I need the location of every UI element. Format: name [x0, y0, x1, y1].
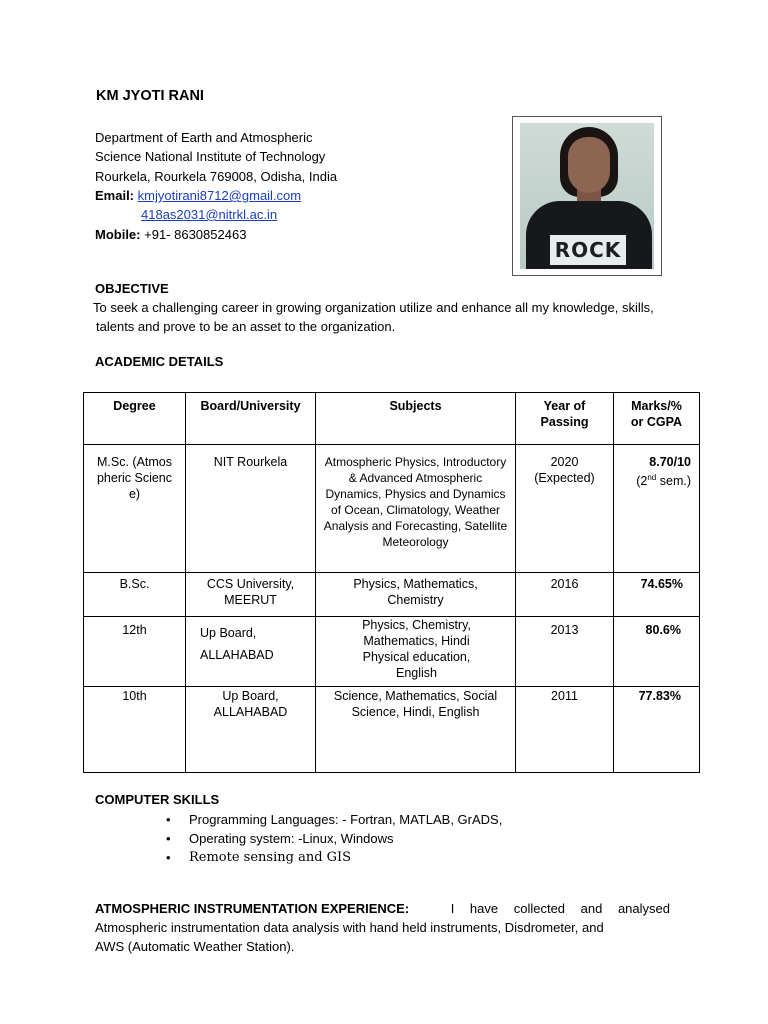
bullet-icon: •	[166, 812, 171, 827]
col-header-marks: Marks/% or CGPA	[630, 399, 683, 429]
cell-year: 2011	[551, 689, 578, 703]
instrumentation-heading: ATMOSPHERIC INSTRUMENTATION EXPERIENCE:	[95, 901, 410, 916]
academic-heading: ACADEMIC DETAILS	[95, 354, 224, 369]
address-line-3: Rourkela, Rourkela 769008, Odisha, India	[95, 169, 338, 184]
academic-table	[83, 392, 700, 773]
photo-shirt-print: ROCK	[550, 235, 626, 265]
col-header-degree: Degree	[113, 399, 156, 413]
cell-board: CCS University, MEERUT	[206, 577, 295, 607]
cell-marks: 77.83%	[638, 689, 681, 703]
objective-line-2: talents and prove to be an asset to the organization.	[96, 319, 396, 334]
address-line-2: Science National Institute of Technology	[95, 149, 326, 164]
email-link-gmail[interactable]: kmjyotirani8712@gmail.com	[137, 188, 302, 203]
cell-degree: 12th	[122, 623, 147, 637]
cell-marks: 74.65%	[640, 577, 683, 591]
profile-photo	[512, 116, 662, 276]
cell-marks-value: 8.70/10	[649, 455, 691, 469]
email-row-2	[141, 205, 277, 224]
col-header-board: Board/University	[200, 399, 301, 413]
cell-subjects: Atmospheric Physics, Introductory & Advanced Atmospheric Dynamics, Physics and Dynamics of Ocean, Climatology, Weather Analysis and Forecasting, Satellite Meteorology	[323, 455, 508, 549]
instrumentation-line-1	[95, 899, 670, 918]
instrumentation-text-start: I have collected and analysed	[450, 901, 670, 916]
cell-subjects: Physics, Chemistry, Mathematics, Hindi Physical education, English	[362, 618, 471, 680]
mobile-label: Mobile:	[95, 227, 141, 242]
col-header-year: Year of Passing	[540, 399, 589, 429]
cell-degree: M.Sc. (Atmospheric Science)	[96, 455, 173, 501]
cell-year: 2013	[550, 623, 579, 637]
bullet-icon: •	[166, 850, 171, 865]
objective-line-1: To seek a challenging career in growing organization utilize and enhance all my knowledge, skills,	[93, 300, 654, 315]
candidate-name: KM JYOTI RANI	[96, 88, 204, 104]
mobile-number: +91- 8630852463	[144, 227, 247, 242]
address-line-1: Department of Earth and Atmospheric	[95, 130, 313, 145]
email-label: Email:	[95, 188, 135, 203]
table-header-row	[84, 393, 700, 445]
cell-marks	[614, 445, 699, 489]
cell-degree: B.Sc.	[119, 577, 150, 591]
col-header-subjects: Subjects	[389, 399, 442, 413]
table-row	[84, 617, 700, 687]
photo-face	[568, 137, 610, 193]
table-row	[84, 687, 700, 773]
instrumentation-line-3: AWS (Automatic Weather Station).	[95, 939, 295, 954]
table-row	[84, 445, 700, 573]
cell-marks-note: (2nd sem.)	[636, 473, 691, 489]
profile-photo-image	[520, 123, 654, 269]
cell-year: 2020 (Expected)	[534, 455, 595, 485]
email-link-nitrkl[interactable]: 418as2031@nitrkl.ac.in	[141, 207, 278, 222]
email-row	[95, 186, 301, 205]
instrumentation-line-2: Atmospheric instrumentation data analysis with hand held instruments, Disdrometer, and	[95, 920, 604, 935]
mobile-row	[95, 225, 246, 244]
cell-marks: 80.6%	[645, 623, 681, 637]
computer-skills-heading: COMPUTER SKILLS	[95, 792, 220, 807]
cell-board: Up Board, ALLAHABAD	[213, 689, 288, 719]
cell-subjects: Physics, Mathematics, Chemistry	[353, 577, 478, 607]
cell-subjects: Science, Mathematics, Social Science, Hindi, English	[333, 689, 498, 719]
objective-heading: OBJECTIVE	[95, 281, 169, 296]
cell-year: 2016	[550, 577, 579, 591]
cell-board: Up Board, ALLAHABAD	[200, 626, 274, 662]
bullet-icon: •	[166, 831, 171, 846]
table-row	[84, 573, 700, 617]
cell-board: NIT Rourkela	[213, 455, 288, 469]
cell-degree: 10th	[122, 689, 147, 703]
